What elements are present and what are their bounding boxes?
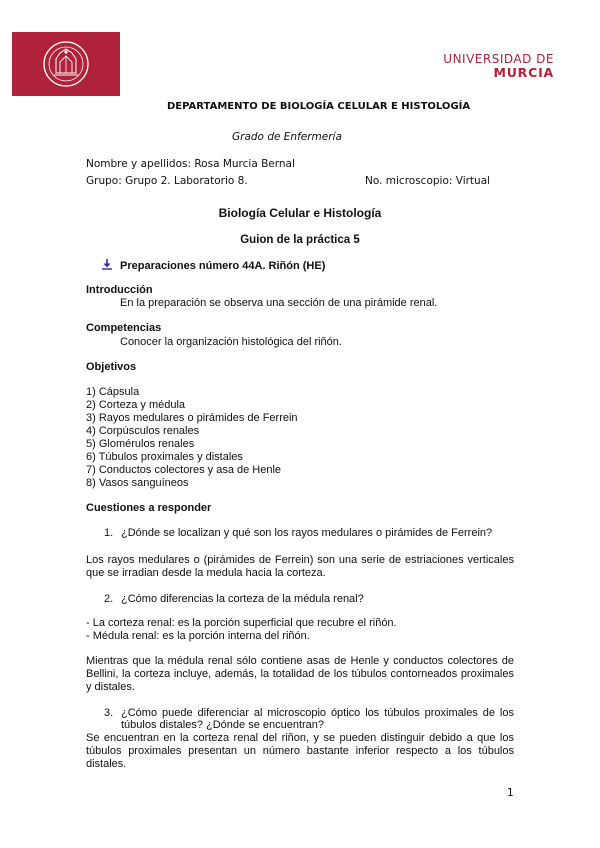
university-name-line1: UNIVERSIDAD DE	[443, 52, 554, 66]
group-line: Grupo: Grupo 2. Laboratorio 8.	[86, 175, 248, 187]
question-2-number: 2.	[104, 593, 114, 605]
arrow-bullet-icon	[101, 258, 113, 270]
department-heading: DEPARTAMENTO DE BIOLOGÍA CELULAR E HISTOLOGÍA	[167, 101, 471, 112]
question-1-number: 1.	[104, 527, 114, 539]
preparation-heading: Preparaciones número 44A. Riñón (HE)	[120, 260, 326, 272]
list-item: 8) Vasos sanguíneos	[86, 477, 189, 489]
university-logo-box	[12, 32, 120, 96]
cuestiones-heading: Cuestiones a responder	[86, 502, 212, 514]
competencias-heading: Competencias	[86, 322, 162, 334]
university-seal-icon	[42, 35, 90, 93]
answer-1-line2: que se irradian desde la medula hacia la corteza.	[86, 567, 326, 579]
answer-3-line3: distales.	[86, 758, 127, 770]
microscope-line: No. microscopio: Virtual	[365, 175, 491, 187]
university-wordmark	[443, 52, 554, 80]
question-3-line2: túbulos distales? ¿Dónde se encuentran?	[121, 719, 325, 731]
answer-1-line1: Los rayos medulares o (pirámides de Ferrein) son una serie de estriaciones verticales	[86, 554, 514, 566]
answer-2b-line1: Mientras que la médula renal sólo contiene asas de Henle y conductos colectores de	[86, 655, 514, 667]
list-item: 5) Glomérulos renales	[86, 438, 195, 450]
list-item: 7) Conductos colectores y asa de Henle	[86, 464, 282, 476]
answer-3-line2: túbulos proximales presentan un número bastante inferior respecto a los túbulos	[86, 745, 514, 757]
intro-text: En la preparación se observa una sección de una pirámide renal.	[120, 297, 438, 309]
question-3-line1: ¿Cómo puede diferenciar al microscopio óptico los túbulos proximales de los	[121, 707, 514, 719]
intro-heading: Introducción	[86, 284, 153, 296]
question-3-number: 3.	[104, 707, 114, 719]
list-item: 6) Túbulos proximales y distales	[86, 451, 243, 463]
competencias-text: Conocer la organización histológica del riñón.	[120, 336, 342, 348]
answer-2b-line2: Bellini, la corteza incluye, además, la totalidad de los túbulos contorneados proximales	[86, 668, 514, 680]
list-item: 3) Rayos medulares o pirámides de Ferrein	[86, 412, 298, 424]
question-1: ¿Dónde se localizan y qué son los rayos medulares o pirámides de Ferrein?	[121, 527, 493, 539]
list-item: 1) Cápsula	[86, 386, 140, 398]
answer-3-line1: Se encuentran en la corteza renal del riñon, y se pueden distinguir debido a que los	[86, 732, 514, 744]
answer-2b-line3: y distales.	[86, 681, 135, 693]
page-number: 1	[507, 787, 514, 799]
list-item: 2) Corteza y médula	[86, 399, 186, 411]
degree-line: Grado de Enfermería	[232, 131, 342, 143]
student-name-line: Nombre y apellidos: Rosa Murcia Bernal	[86, 158, 295, 170]
answer-2-line2: - Médula renal: es la porción interna del riñón.	[86, 630, 310, 642]
list-item: 4) Corpúsculos renales	[86, 425, 200, 437]
document-title: Biología Celular e Histología	[218, 206, 382, 220]
objetivos-list	[86, 386, 514, 490]
university-name-line2: MURCIA	[493, 65, 554, 80]
objetivos-heading: Objetivos	[86, 361, 137, 373]
answer-2-line1: - La corteza renal: es la porción superficial que recubre el riñón.	[86, 617, 397, 629]
question-2: ¿Cómo diferencias la corteza de la médula renal?	[121, 593, 364, 605]
document-subtitle: Guion de la práctica 5	[240, 234, 360, 246]
